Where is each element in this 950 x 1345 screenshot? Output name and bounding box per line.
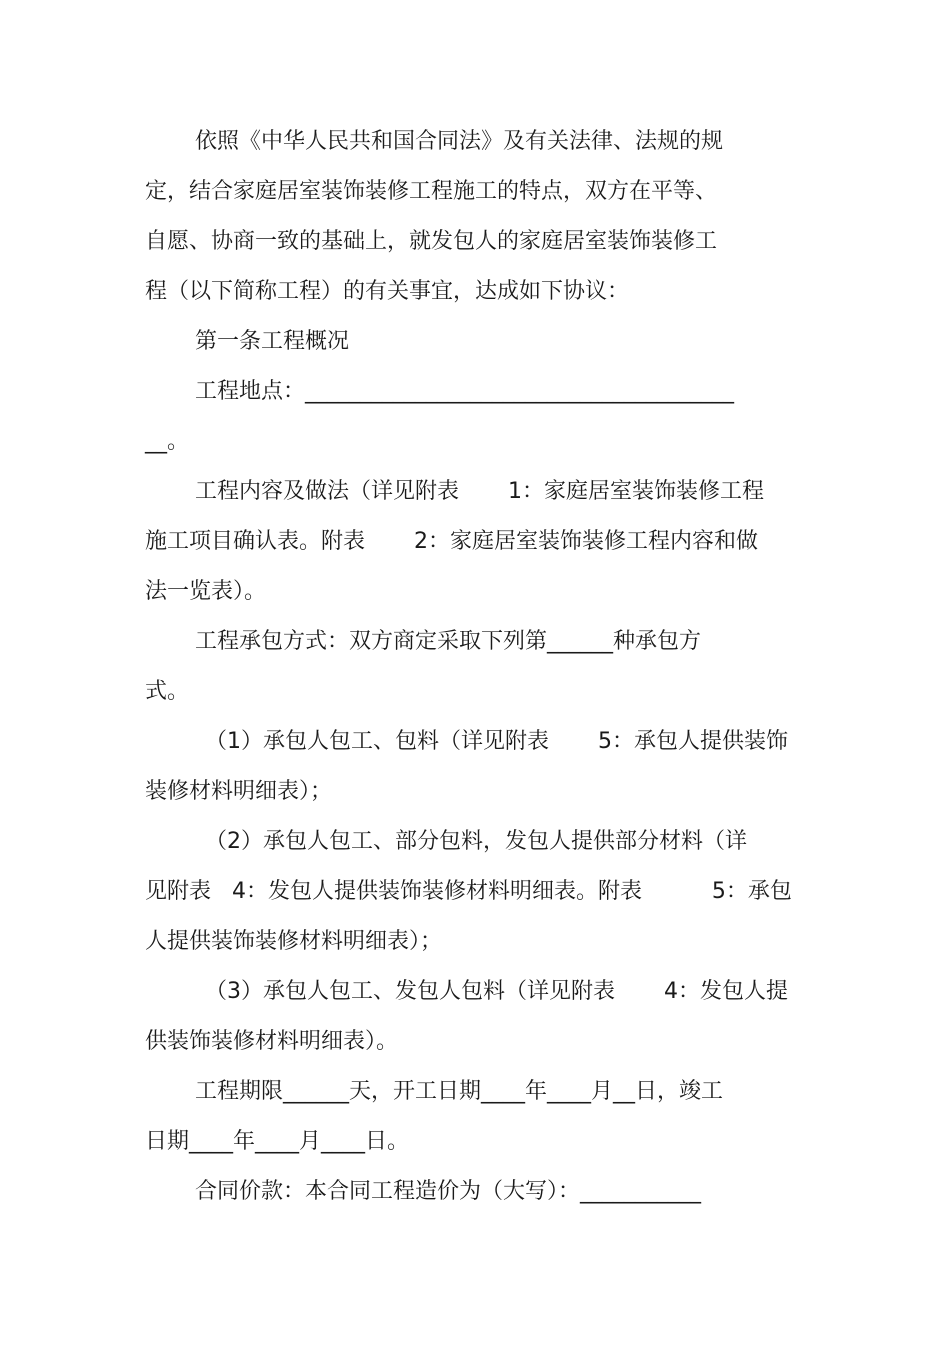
project-location-field: 工程地点：_______________________________________ bbox=[195, 379, 735, 404]
option-1: （1）承包人包工、包料（详见附表 5：承包人提供装饰 bbox=[205, 729, 788, 754]
paragraph-line: 装修材料明细表）； bbox=[145, 779, 333, 804]
option-3: （3）承包人包工、发包人包料（详见附表 4：发包人提 bbox=[205, 979, 788, 1004]
paragraph-line: 见附表 4：发包人提供装饰装修材料明细表。附表 5：承包 bbox=[145, 879, 792, 904]
contract-method-field: 工程承包方式：双方商定采取下列第______种承包方 bbox=[195, 629, 702, 654]
section-heading: 第一条工程概况 bbox=[195, 329, 350, 354]
paragraph-line: 施工项目确认表。附表 2：家庭居室装饰装修工程内容和做 bbox=[145, 529, 758, 554]
paragraph-line: 人提供装饰装修材料明细表）； bbox=[145, 929, 443, 954]
paragraph-line: 日期____年____月____日。 bbox=[145, 1129, 410, 1154]
paragraph-line: 供装饰装修材料明细表）。 bbox=[145, 1029, 399, 1054]
paragraph-line: 程（以下简称工程）的有关事宜，达成如下协议： bbox=[145, 279, 630, 304]
paragraph-line: 依照《中华人民共和国合同法》及有关法律、法规的规 bbox=[195, 129, 724, 154]
paragraph-line: 法一览表）。 bbox=[145, 579, 267, 604]
paragraph-line: 定，结合家庭居室装饰装修工程施工的特点，双方在平等、 bbox=[145, 179, 718, 204]
project-period-field: 工程期限______天，开工日期____年____月__日，竣工 bbox=[195, 1079, 724, 1104]
paragraph-line: 自愿、协商一致的基础上，就发包人的家庭居室装饰装修工 bbox=[145, 229, 718, 254]
option-2: （2）承包人包工、部分包料，发包人提供部分材料（详 bbox=[205, 829, 747, 854]
paragraph-line: 工程内容及做法（详见附表 1：家庭居室装饰装修工程 bbox=[195, 479, 764, 504]
paragraph-line: 式。 bbox=[145, 679, 190, 704]
paragraph-line: __。 bbox=[145, 429, 190, 454]
contract-price-field: 合同价款：本合同工程造价为（大写）：___________ bbox=[195, 1179, 702, 1204]
